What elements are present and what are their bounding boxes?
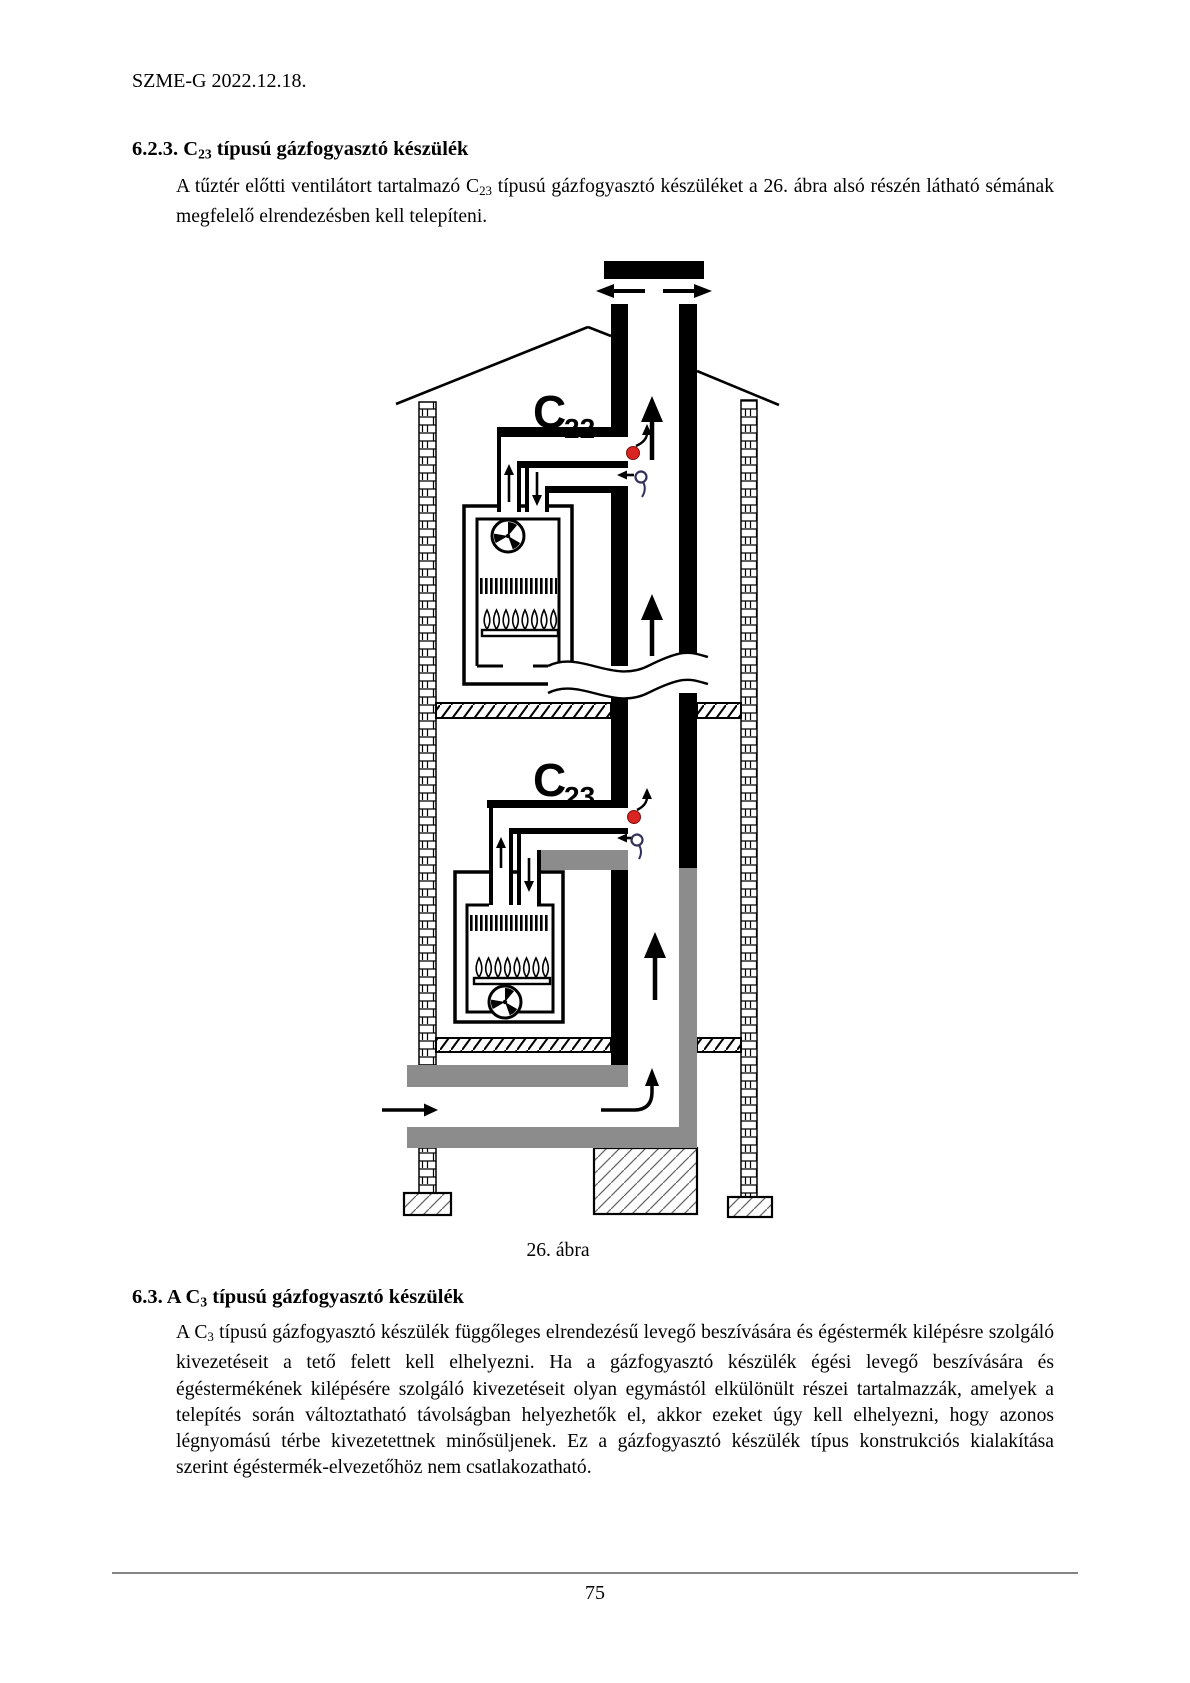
section-heading-63 — [132, 1286, 464, 1310]
figure-caption: 26. ábra — [526, 1240, 590, 1261]
c23-label: C 23 — [533, 754, 596, 812]
footer-rule — [112, 1572, 1078, 1574]
c22-heat-exchanger — [479, 578, 557, 594]
heading-subscript: 23 — [198, 146, 212, 162]
paragraph-text: típusú gázfogyasztó készüléket a 26. ábra alsó részén látható sémának megfelelő elrendezésben kell telepíteni. — [176, 176, 1054, 228]
heading-text: 6.2.3. C — [132, 138, 199, 160]
figure-26 — [370, 240, 810, 1230]
paragraph-63 — [176, 1320, 1054, 1481]
cap-outlet-arrows — [596, 284, 712, 298]
section-heading-623 — [132, 138, 468, 162]
paragraph-text: A tűztér előtti ventilátort tartalmazó C — [176, 176, 480, 197]
c22-ducts — [497, 427, 628, 512]
paragraph-subscript: 3 — [207, 1329, 214, 1345]
roof-lines — [396, 327, 779, 405]
c23-fan-icon — [489, 986, 521, 1018]
c22-pipe-arrows — [504, 464, 542, 506]
c23-heat-exchanger — [470, 915, 550, 931]
right-brick-wall — [741, 400, 757, 1197]
paragraph-subscript: 23 — [479, 183, 492, 199]
c22-label: C 22 — [533, 386, 596, 444]
heading-text: 6.3. A C — [132, 1286, 201, 1308]
c22-flue-outlet-marker — [627, 447, 640, 460]
heading-subscript: 3 — [200, 1294, 208, 1310]
figure-26-diagram — [370, 240, 810, 1230]
c23-outlet-arrow — [637, 788, 652, 810]
paragraph-623 — [176, 174, 1054, 231]
page-number: 75 — [585, 1582, 605, 1604]
c22-fan-icon — [492, 520, 524, 552]
c22-outlet-arrow — [636, 424, 652, 446]
page-header: SZME-G 2022.12.18. — [132, 70, 307, 92]
chimney-cap — [604, 261, 704, 279]
air-inlet-arrow — [382, 1104, 438, 1117]
heading-text: típusú gázfogyasztó készülék — [211, 138, 469, 160]
paragraph-text: típusú gázfogyasztó készülék függőleges elrendezésű levegő beszívására és égéstermék kilépésre szolgáló kivezetéseit a tető felett kell elhelyezni. Ha a gázfogyasztó készülék égési levegő beszívására és égéstermékének kilépésére szolgáló kivezetéseit olyan egymástól elkülönült részei tartalmazzák, amelyek a telepítés során változtatható távolságban helyezhetők el, akkor ezeket úgy kell elhelyezni, hogy azonos légnyomású térbe kivezetettnek minősüljenek. Ez a gázfogyasztó készülék típus konstrukciós kialakítása szerint égéstermék-elvezetőhöz nem csatlakozatható. — [176, 1322, 1055, 1479]
foundation-blocks — [404, 1148, 772, 1217]
paragraph-text: A C — [176, 1322, 208, 1343]
c23-flue-outlet-marker — [628, 811, 641, 824]
heading-text: típusú gázfogyasztó készülék — [207, 1286, 464, 1308]
